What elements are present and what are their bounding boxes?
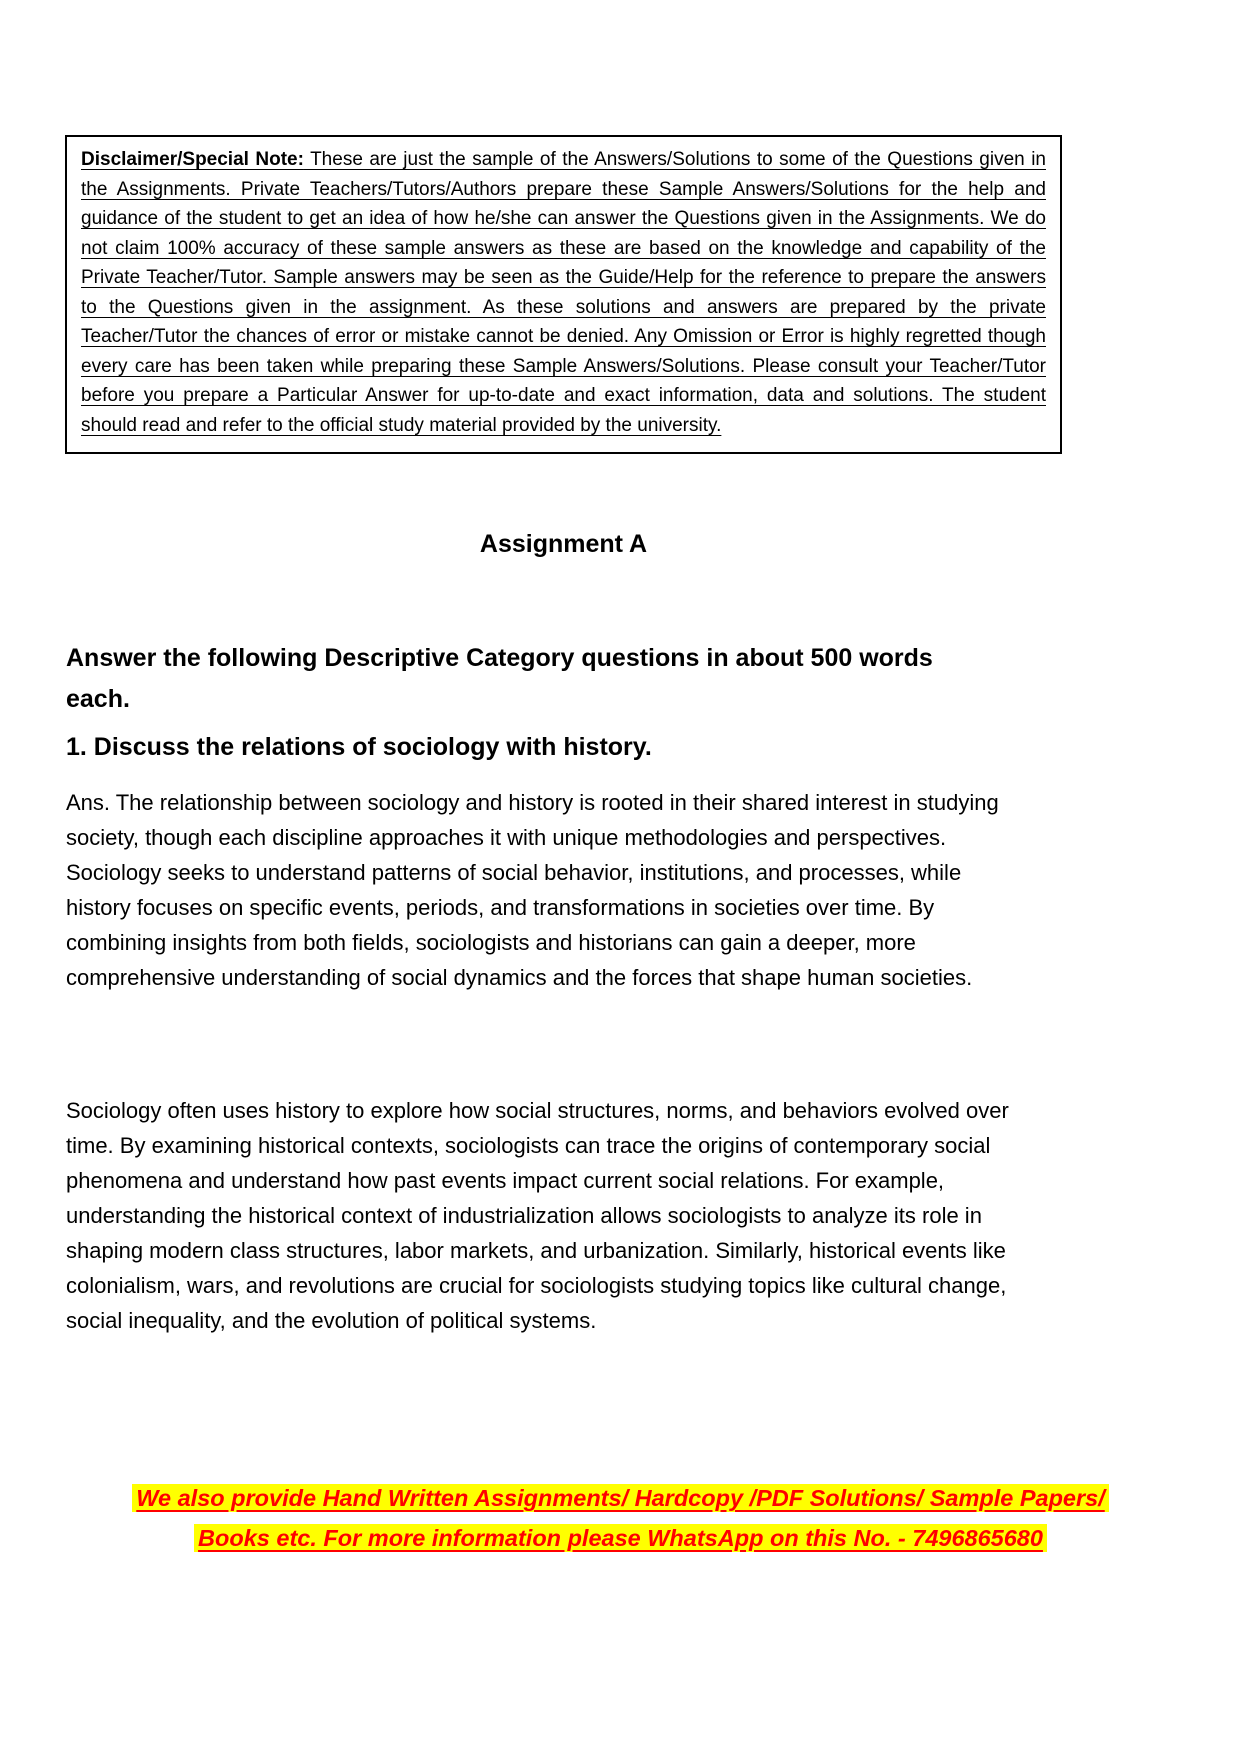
promo-footer-row-2 (0, 1521, 1241, 1559)
promo-line-1: We also provide Hand Written Assignments/ Hardcopy /PDF Solutions/ Sample Papers/ (132, 1484, 1109, 1512)
answer-paragraph-1: Ans. The relationship between sociology and history is rooted in their shared interest in studying society, though each discipline approaches it with unique methodologies and perspectives. Sociology seeks to understand patterns of social behavior, institutions, and processes, while history focuses on specific events, periods, and transformations in societies over time. By combining insights from both fields, sociologists and historians can gain a deeper, more comprehensive understanding of social dynamics and the forces that shape human societies. (66, 790, 999, 990)
promo-line-2: Books etc. For more information please WhatsApp on this No. - 7496865680 (194, 1524, 1047, 1552)
promo-footer (0, 1481, 1241, 1561)
disclaimer-body: These are just the sample of the Answers/Solutions to some of the Questions given in the Assignments. Private Teachers/Tutors/Authors prepare these Sample Answers/Solutions for the help and guidance of the student to get an idea of how he/she can answer the Questions given in the Assignments. We do not claim 100% accuracy of these sample answers as these are based on the knowledge and capability of the Private Teacher/Tutor. Sample answers may be seen as the Guide/Help for the reference to prepare the answers to the Questions given in the assignment. As these solutions and answers are prepared by the private Teacher/Tutor the chances of error or mistake cannot be denied. Any Omission or Error is highly regretted though every care has been taken while preparing these Sample Answers/Solutions. Please consult your Teacher/Tutor before you prepare a Particular Answer for up-to-date and exact information, data and solutions. The student should read and refer to the official study material provided by the university. (81, 149, 1046, 436)
instruction-heading: Answer the following Descriptive Category questions in about 500 words each. (66, 644, 933, 713)
question-1-heading: 1. Discuss the relations of sociology with history. (66, 733, 652, 761)
disclaimer-text (81, 145, 1046, 440)
disclaimer-box (65, 135, 1062, 454)
answer-paragraph-2: Sociology often uses history to explore how social structures, norms, and behaviors evolved over time. By examining historical contexts, sociologists can trace the origins of contemporary social phenomena and understand how past events impact current social relations. For example, understanding the historical context of industrialization allows sociologists to analyze its role in shaping modern class structures, labor markets, and urbanization. Similarly, historical events like colonialism, wars, and revolutions are crucial for sociologists studying topics like cultural change, social inequality, and the evolution of political systems. (66, 1098, 1009, 1333)
disclaimer-label: Disclaimer/Special Note: (81, 149, 304, 170)
promo-footer-row-1 (0, 1481, 1241, 1519)
assignment-title: Assignment A (479, 530, 648, 558)
